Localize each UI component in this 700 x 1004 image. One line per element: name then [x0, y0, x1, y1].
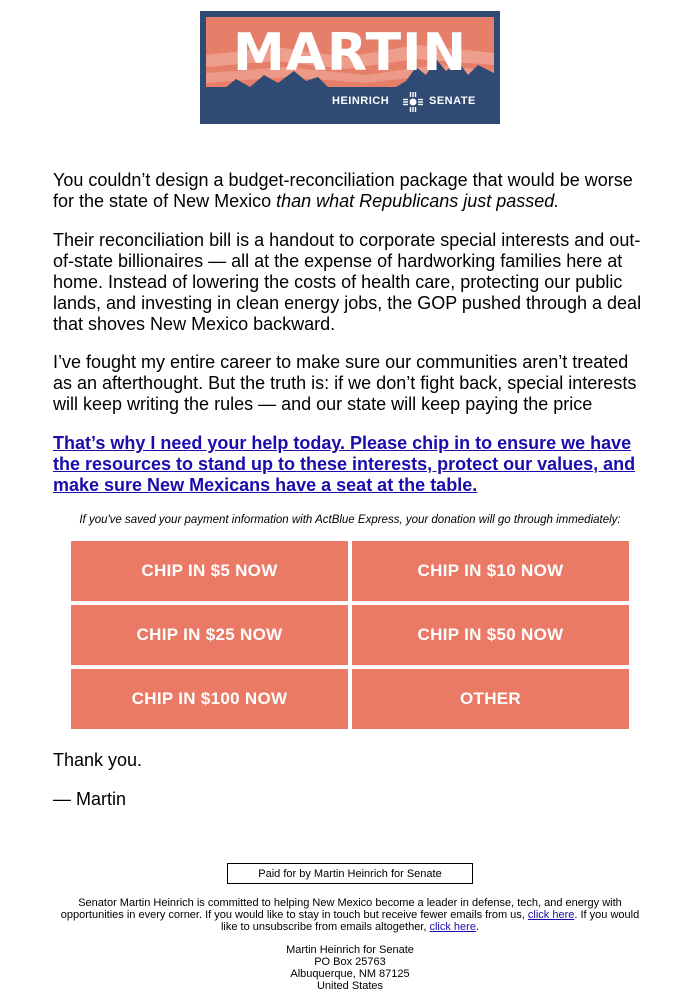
fewer-emails-link[interactable]: click here [527, 909, 575, 921]
chip-in-25-button[interactable]: CHIP IN $25 NOW [71, 605, 348, 665]
footer-text-1: Senator Martin Heinrich is committed to helping New Mexico become a leader in defense, tech, and energy with opportunities in every corner. If you would like to stay in touch but receive fewer emails from us, [60, 897, 622, 921]
address-line: Martin Heinrich for Senate [286, 944, 414, 956]
unsubscribe-link[interactable]: click here [429, 921, 476, 933]
address-line: United States [316, 980, 384, 992]
signature: — Martin [53, 789, 127, 809]
chip-in-5-button[interactable]: CHIP IN $5 NOW [71, 541, 348, 601]
paragraph-intro [53, 170, 645, 212]
paragraph-cta [53, 433, 645, 496]
paid-for-box: Paid for by Martin Heinrich for Senate [227, 863, 473, 884]
intro-text: You couldn’t design a budget-reconciliation package that would be worse for the state of New Mexico [53, 170, 633, 211]
footer-text-3: . [475, 921, 480, 933]
intro-italic: than what Republicans just passed. [276, 191, 560, 211]
thanks-text: Thank you. [53, 750, 143, 770]
address-line: PO Box 25763 [314, 956, 386, 968]
bill-text: Their reconciliation bill is a handout to corporate special interests and out-of-state billionaires — all at the expense of hardworking families here at home. Instead of lowering the costs of health care, protecting our public lands, and investing in clean energy jobs, the GOP pushed through a deal that shoves New Mexico backward. [53, 230, 642, 334]
logo-sub-right: SENATE [429, 95, 476, 107]
cta-link[interactable]: That’s why I need your help today. Please chip in to ensure we have the resources to stand up to these interests, protect our values, and make sure New Mexicans have a seat at the table. [53, 433, 636, 495]
other-amount-button[interactable]: OTHER [352, 669, 629, 729]
zia-sun-icon [403, 92, 423, 112]
chip-in-10-button[interactable]: CHIP IN $10 NOW [352, 541, 629, 601]
chip-in-100-button[interactable]: CHIP IN $100 NOW [71, 669, 348, 729]
campaign-logo [200, 11, 500, 124]
career-text: I’ve fought my entire career to make sure our communities aren’t treated as an afterthought. But the truth is: if we don’t fight back, special interests will keep writing the rules — and our state will keep paying the price [53, 352, 637, 414]
logo-name: MARTIN [232, 23, 468, 83]
paragraph-career [53, 352, 645, 415]
paragraph-bill [53, 230, 645, 335]
address-line: Albuquerque, NM 87125 [290, 968, 410, 980]
logo-inner [206, 17, 494, 118]
actblue-note: If you've saved your payment information with ActBlue Express, your donation will go through immediately: [79, 514, 621, 526]
mailing-address [0, 944, 700, 992]
logo-sub-left: HEINRICH [332, 95, 390, 107]
chip-in-50-button[interactable]: CHIP IN $50 NOW [352, 605, 629, 665]
footer-text-2: . If you would like to unsubscribe from emails altogether, [220, 909, 640, 933]
footer-disclaimer [55, 897, 645, 933]
